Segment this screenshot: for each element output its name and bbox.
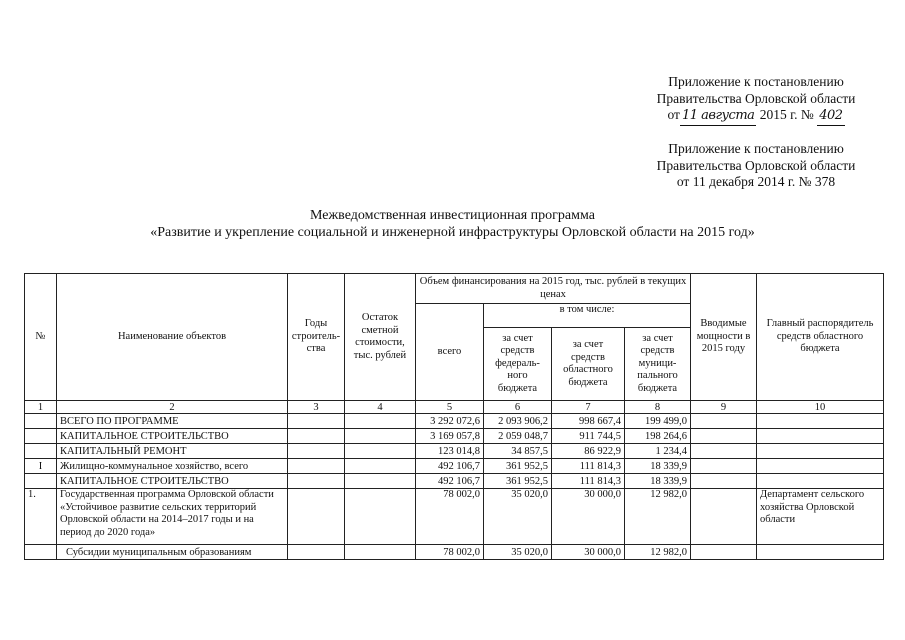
col-number: 8	[625, 401, 691, 414]
cell-total: 3 292 072,6	[416, 414, 484, 429]
col-header-years: Годы строитель-ства	[288, 274, 345, 401]
header-line: от 11 декабря 2014 г. № 378	[676, 174, 836, 189]
col-number: 1	[25, 401, 57, 414]
cell-capacity	[691, 459, 757, 474]
cell-capacity	[691, 489, 757, 545]
cell-federal: 2 093 906,2	[484, 414, 552, 429]
column-number-row	[25, 401, 884, 414]
cell-federal: 361 952,5	[484, 459, 552, 474]
col-number: 10	[757, 401, 884, 414]
col-header-name: Наименование объектов	[57, 274, 288, 401]
cell-capacity	[691, 545, 757, 560]
cell-total: 78 002,0	[416, 545, 484, 560]
col-header-funding: Объем финансирования на 2015 год, тыс. рублей в текущих ценах	[416, 274, 691, 304]
approval-header-current	[645, 74, 867, 126]
cell-manager: Департамент сельского хозяйства Орловской области	[757, 489, 884, 545]
header-line: Приложение к постановлению	[668, 74, 844, 89]
cell-remain	[345, 489, 416, 545]
cell-regional: 911 744,5	[552, 429, 625, 444]
cell-manager	[757, 444, 884, 459]
col-header-total: всего	[416, 304, 484, 401]
table-row	[25, 545, 884, 560]
table-row	[25, 474, 884, 489]
cell-name: КАПИТАЛЬНЫЙ РЕМОНТ	[57, 444, 288, 459]
cell-capacity	[691, 444, 757, 459]
cell-municipal: 198 264,6	[625, 429, 691, 444]
cell-manager	[757, 545, 884, 560]
cell-name: Государственная программа Орловской области «Устойчивое развитие сельских территорий Орловской области на 2014–2017 годы и на период до 2020 года»	[57, 489, 288, 545]
col-header-remain: Остаток сметной стоимости, тыс. рублей	[345, 274, 416, 401]
cell-num	[25, 429, 57, 444]
cell-num: 1.	[25, 489, 57, 545]
header-line: Правительства Орловской области	[656, 90, 856, 106]
cell-total: 492 106,7	[416, 474, 484, 489]
investment-program-table	[24, 273, 884, 560]
table-row	[25, 459, 884, 474]
cell-municipal: 199 499,0	[625, 414, 691, 429]
cell-manager	[757, 414, 884, 429]
cell-remain	[345, 459, 416, 474]
cell-regional: 111 814,3	[552, 474, 625, 489]
cell-name: КАПИТАЛЬНОЕ СТРОИТЕЛЬСТВО	[57, 429, 288, 444]
col-number: 6	[484, 401, 552, 414]
cell-total: 3 169 057,8	[416, 429, 484, 444]
cell-num: I	[25, 459, 57, 474]
col-header-including: в том числе:	[484, 304, 691, 328]
cell-num	[25, 474, 57, 489]
cell-years	[288, 489, 345, 545]
col-number: 5	[416, 401, 484, 414]
cell-regional: 111 814,3	[552, 459, 625, 474]
cell-regional: 30 000,0	[552, 545, 625, 560]
cell-years	[288, 474, 345, 489]
cell-years	[288, 459, 345, 474]
col-header-municipal: за счет средств муници-пального бюджета	[625, 328, 691, 401]
cell-federal: 2 059 048,7	[484, 429, 552, 444]
cell-federal: 361 952,5	[484, 474, 552, 489]
cell-years	[288, 414, 345, 429]
cell-years	[288, 545, 345, 560]
cell-federal: 34 857,5	[484, 444, 552, 459]
title-line-1: Межведомственная инвестиционная программа	[310, 208, 595, 223]
approval-header-original	[645, 141, 867, 191]
header-prefix: от	[667, 107, 680, 122]
col-number: 7	[552, 401, 625, 414]
table-row	[25, 429, 884, 444]
cell-capacity	[691, 474, 757, 489]
cell-remain	[345, 474, 416, 489]
cell-regional: 998 667,4	[552, 414, 625, 429]
col-header-capacity: Вводимые мощности в 2015 году	[691, 274, 757, 401]
cell-municipal: 12 982,0	[625, 545, 691, 560]
cell-total: 78 002,0	[416, 489, 484, 545]
cell-manager	[757, 429, 884, 444]
handwritten-number: 402	[817, 108, 844, 126]
cell-num	[25, 444, 57, 459]
header-date-line	[645, 107, 867, 126]
cell-federal: 35 020,0	[484, 489, 552, 545]
col-header-manager: Главный распорядитель средств областного бюджета	[757, 274, 884, 401]
col-number: 9	[691, 401, 757, 414]
cell-years	[288, 429, 345, 444]
cell-municipal: 12 982,0	[625, 489, 691, 545]
cell-capacity	[691, 429, 757, 444]
cell-remain	[345, 545, 416, 560]
cell-municipal: 18 339,9	[625, 459, 691, 474]
header-line: Правительства Орловской области	[656, 157, 856, 173]
cell-name: Субсидии муниципальным образованиям	[57, 545, 288, 560]
table-row	[25, 444, 884, 459]
cell-name: Жилищно-коммунальное хозяйство, всего	[57, 459, 288, 474]
col-header-regional: за счет средств областного бюджета	[552, 328, 625, 401]
cell-remain	[345, 429, 416, 444]
header-line: Приложение к постановлению	[668, 141, 844, 156]
cell-municipal: 1 234,4	[625, 444, 691, 459]
cell-name: КАПИТАЛЬНОЕ СТРОИТЕЛЬСТВО	[57, 474, 288, 489]
cell-manager	[757, 459, 884, 474]
document-title	[0, 207, 905, 241]
col-number: 3	[288, 401, 345, 414]
handwritten-date: 11 августа	[680, 108, 756, 126]
cell-total: 492 106,7	[416, 459, 484, 474]
header-year: 2015 г. №	[759, 107, 814, 122]
cell-name: ВСЕГО ПО ПРОГРАММЕ	[57, 414, 288, 429]
cell-manager	[757, 474, 884, 489]
cell-remain	[345, 444, 416, 459]
title-line-2: «Развитие и укрепление социальной и инженерной инфраструктуры Орловской области на 2015 год»	[150, 225, 755, 240]
cell-remain	[345, 414, 416, 429]
cell-regional: 86 922,9	[552, 444, 625, 459]
table-row	[25, 414, 884, 429]
cell-federal: 35 020,0	[484, 545, 552, 560]
cell-municipal: 18 339,9	[625, 474, 691, 489]
cell-capacity	[691, 414, 757, 429]
col-number: 2	[57, 401, 288, 414]
cell-num	[25, 545, 57, 560]
cell-num	[25, 414, 57, 429]
cell-regional: 30 000,0	[552, 489, 625, 545]
cell-years	[288, 444, 345, 459]
cell-total: 123 014,8	[416, 444, 484, 459]
col-header-num: №	[25, 274, 57, 401]
table-row	[25, 489, 884, 545]
col-header-federal: за счет средств федераль-ного бюджета	[484, 328, 552, 401]
col-number: 4	[345, 401, 416, 414]
